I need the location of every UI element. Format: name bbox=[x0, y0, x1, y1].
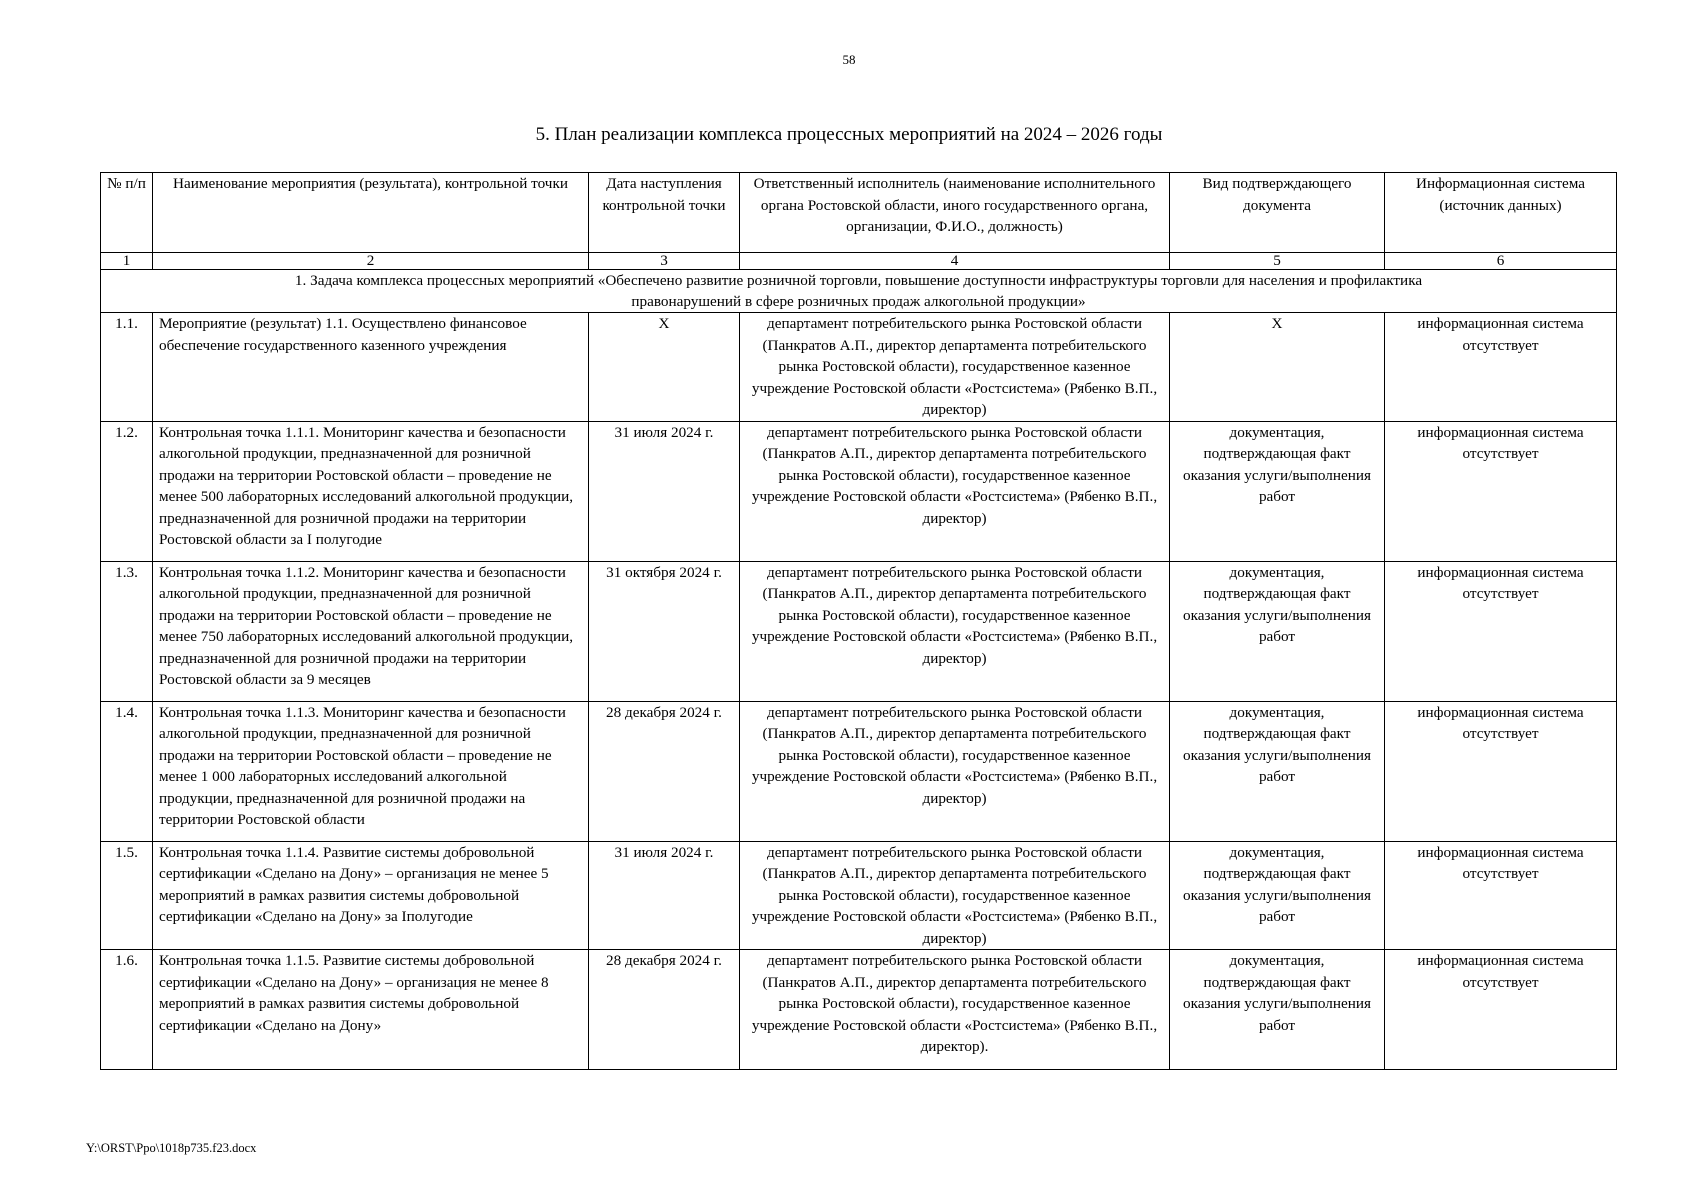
column-number: 5 bbox=[1170, 253, 1385, 270]
row-number: 1.4. bbox=[101, 701, 153, 841]
header-document: Вид подтверждающего документа bbox=[1170, 173, 1385, 253]
section-row bbox=[101, 270, 1617, 313]
row-date: 31 октября 2024 г. bbox=[589, 561, 740, 701]
row-responsible: департамент потребительского рынка Ростовской области (Панкратов А.П., директор департамента потребительского рынка Ростовской области), государственное казенное учреждение Ростовской области «Ростсистема» (Рябенко В.П., директор) bbox=[740, 421, 1170, 561]
row-date: 31 июля 2024 г. bbox=[589, 421, 740, 561]
row-document: документация, подтверждающая факт оказания услуги/выполнения работ bbox=[1170, 421, 1385, 561]
row-name: Контрольная точка 1.1.3. Мониторинг качества и безопасности алкогольной продукции, предназначенной для розничной продажи на территории Ростовской области – проведение не менее 1 000 лабораторных исследований алкогольной продукции, предназначенной для розничной продажи на территории Ростовской области bbox=[153, 701, 589, 841]
header-num: № п/п bbox=[101, 173, 153, 253]
row-number: 1.6. bbox=[101, 950, 153, 1070]
row-name: Контрольная точка 1.1.1. Мониторинг качества и безопасности алкогольной продукции, предназначенной для розничной продажи на территории Ростовской области – проведение не менее 500 лабораторных исследований алкогольной продукции, предназначенной для розничной продажи на территории Ростовской области за I полугодие bbox=[153, 421, 589, 561]
row-system: информационная система отсутствует bbox=[1385, 561, 1617, 701]
row-system: информационная система отсутствует bbox=[1385, 950, 1617, 1070]
row-document: документация, подтверждающая факт оказания услуги/выполнения работ bbox=[1170, 950, 1385, 1070]
row-responsible: департамент потребительского рынка Ростовской области (Панкратов А.П., директор департамента потребительского рынка Ростовской области), государственное казенное учреждение Ростовской области «Ростсистема» (Рябенко В.П., директор). bbox=[740, 950, 1170, 1070]
row-date: Х bbox=[589, 313, 740, 422]
row-responsible: департамент потребительского рынка Ростовской области (Панкратов А.П., директор департамента потребительского рынка Ростовской области), государственное казенное учреждение Ростовской области «Ростсистема» (Рябенко В.П., директор) bbox=[740, 701, 1170, 841]
section-title: 1. Задача комплекса процессных мероприятий «Обеспечено развитие розничной торговли, повышение доступности инфраструктуры торговли для населения и профилактика правонарушений в сфере розничных продаж алкогольной продукции» bbox=[101, 270, 1617, 313]
row-name: Мероприятие (результат) 1.1. Осуществлено финансовое обеспечение государственного казенного учреждения bbox=[153, 313, 589, 422]
table-row bbox=[101, 950, 1617, 1070]
table-row bbox=[101, 313, 1617, 422]
row-system: информационная система отсутствует bbox=[1385, 313, 1617, 422]
row-name: Контрольная точка 1.1.2. Мониторинг качества и безопасности алкогольной продукции, предназначенной для розничной продажи на территории Ростовской области – проведение не менее 750 лабораторных исследований алкогольной продукции, предназначенной для розничной продажи на территории Ростовской области за 9 месяцев bbox=[153, 561, 589, 701]
table-row bbox=[101, 701, 1617, 841]
row-document: документация, подтверждающая факт оказания услуги/выполнения работ bbox=[1170, 561, 1385, 701]
header-responsible: Ответственный исполнитель (наименование исполнительного органа Ростовской области, иного государственного органа, организации, Ф.И.О., должность) bbox=[740, 173, 1170, 253]
row-date: 28 декабря 2024 г. bbox=[589, 950, 740, 1070]
row-document: Х bbox=[1170, 313, 1385, 422]
row-date: 28 декабря 2024 г. bbox=[589, 701, 740, 841]
row-system: информационная система отсутствует bbox=[1385, 841, 1617, 950]
column-number: 6 bbox=[1385, 253, 1617, 270]
row-date: 31 июля 2024 г. bbox=[589, 841, 740, 950]
column-number: 4 bbox=[740, 253, 1170, 270]
row-responsible: департамент потребительского рынка Ростовской области (Панкратов А.П., директор департамента потребительского рынка Ростовской области), государственное казенное учреждение Ростовской области «Ростсистема» (Рябенко В.П., директор) bbox=[740, 313, 1170, 422]
header-name: Наименование мероприятия (результата), контрольной точки bbox=[153, 173, 589, 253]
table-row bbox=[101, 841, 1617, 950]
column-number: 2 bbox=[153, 253, 589, 270]
header-date: Дата наступления контрольной точки bbox=[589, 173, 740, 253]
row-name: Контрольная точка 1.1.4. Развитие системы добровольной сертификации «Сделано на Дону» – организация не менее 5 мероприятий в рамках развития системы добровольной сертификации «Сделано на Дону» за Iполугодие bbox=[153, 841, 589, 950]
footer-file-path: Y:\ORST\Ppo\1018p735.f23.docx bbox=[86, 1141, 257, 1155]
row-number: 1.5. bbox=[101, 841, 153, 950]
table-row bbox=[101, 561, 1617, 701]
row-number: 1.3. bbox=[101, 561, 153, 701]
column-number: 1 bbox=[101, 253, 153, 270]
row-number: 1.2. bbox=[101, 421, 153, 561]
row-system: информационная система отсутствует bbox=[1385, 701, 1617, 841]
row-system: информационная система отсутствует bbox=[1385, 421, 1617, 561]
table-row bbox=[101, 421, 1617, 561]
row-name: Контрольная точка 1.1.5. Развитие системы добровольной сертификации «Сделано на Дону» – организация не менее 8 мероприятий в рамках развития системы добровольной сертификации «Сделано на Дону» bbox=[153, 950, 589, 1070]
plan-table bbox=[100, 172, 1617, 1070]
row-responsible: департамент потребительского рынка Ростовской области (Панкратов А.П., директор департамента потребительского рынка Ростовской области), государственное казенное учреждение Ростовской области «Ростсистема» (Рябенко В.П., директор) bbox=[740, 561, 1170, 701]
header-system: Информационная система (источник данных) bbox=[1385, 173, 1617, 253]
row-document: документация, подтверждающая факт оказания услуги/выполнения работ bbox=[1170, 701, 1385, 841]
column-number: 3 bbox=[589, 253, 740, 270]
column-number-row bbox=[101, 253, 1617, 270]
row-document: документация, подтверждающая факт оказания услуги/выполнения работ bbox=[1170, 841, 1385, 950]
row-number: 1.1. bbox=[101, 313, 153, 422]
page-number: 58 bbox=[842, 52, 856, 67]
table-header-row bbox=[101, 173, 1617, 253]
row-responsible: департамент потребительского рынка Ростовской области (Панкратов А.П., директор департамента потребительского рынка Ростовской области), государственное казенное учреждение Ростовской области «Ростсистема» (Рябенко В.П., директор) bbox=[740, 841, 1170, 950]
document-title: 5. План реализации комплекса процессных мероприятий на 2024 – 2026 годы bbox=[535, 124, 1163, 145]
